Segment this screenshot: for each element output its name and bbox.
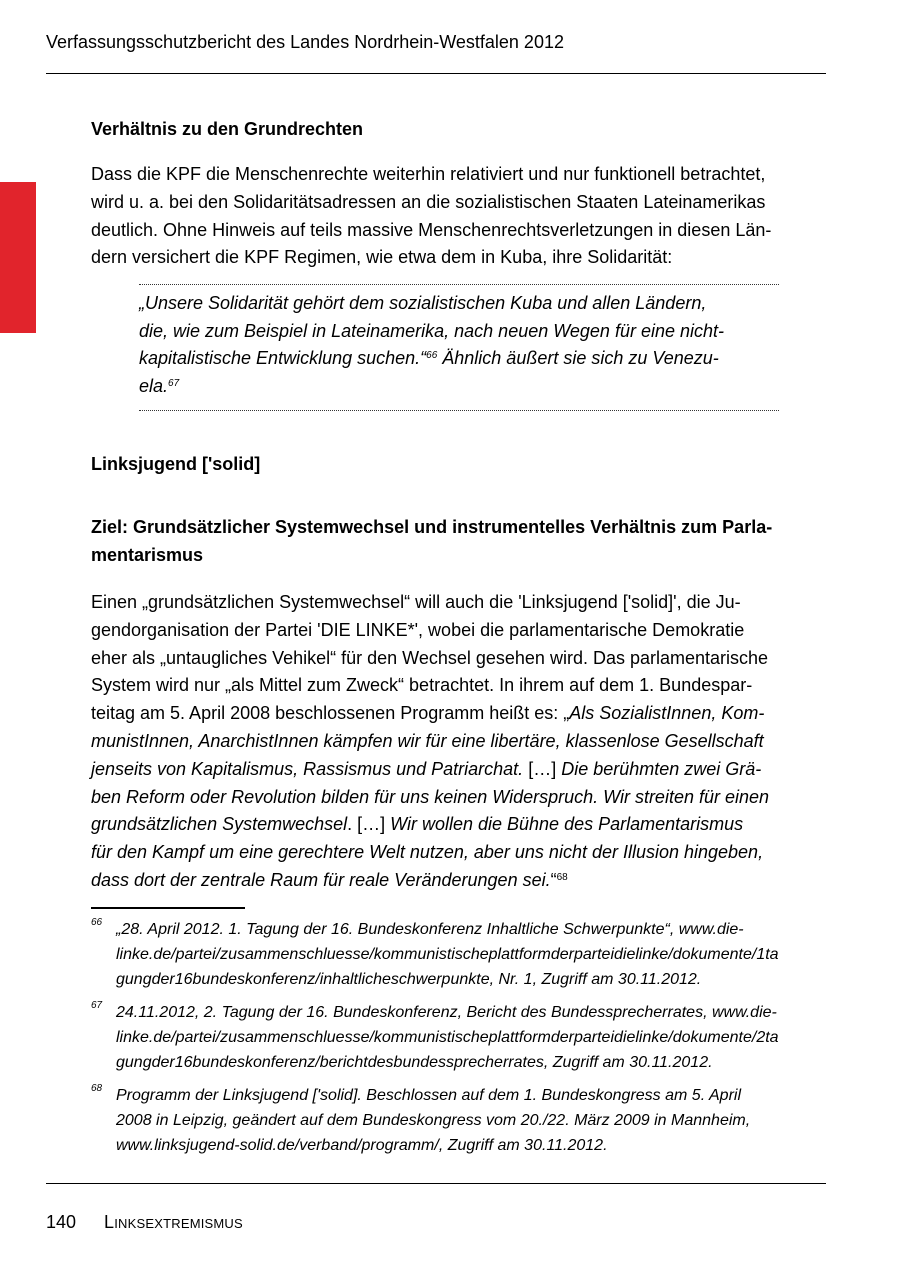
- footnote-line: Programm der Linksjugend ['solid]. Beschlossen auf dem 1. Bundeskongress am 5. April: [116, 1087, 741, 1104]
- quote-line: „Unsere Solidarität gehört dem sozialistischen Kuba und allen Ländern,: [139, 293, 707, 313]
- text-line: ben Reform oder Revolution bilden für uns keinen Widerspruch. Wir streiten für einen: [91, 786, 770, 807]
- footer-divider: [46, 1183, 826, 1184]
- footnote-line: linke.de/partei/zusammenschluesse/kommunistischeplattformderparteidielinke/dokumente/1ta: [116, 946, 779, 963]
- footnote-66: [91, 917, 831, 992]
- footnote-line: „28. April 2012. 1. Tagung der 16. Bundeskonferenz Inhaltliche Schwerpunkte“, www.die-: [116, 921, 744, 938]
- subheading-systemwechsel: Ziel: Grundsätzlicher Systemwechsel und instrumentelles Verhältnis zum Parla- mentarismus: [91, 517, 773, 565]
- footnote-ref-68[interactable]: 68: [556, 871, 568, 883]
- paragraph-linksjugend: [91, 589, 824, 895]
- section-color-tab: [0, 182, 36, 333]
- running-header-title: Verfassungsschutzbericht des Landes Nordrhein-Westfalen 2012: [46, 32, 564, 52]
- footnote-line: www.linksjugend-solid.de/verband/programm/, Zugriff am 30.11.2012.: [116, 1137, 608, 1154]
- paragraph-kpf: [91, 161, 824, 272]
- footnote-number: 68: [91, 1083, 103, 1094]
- page-number: 140: [46, 1212, 77, 1232]
- footnote-line: 2008 in Leipzig, geändert auf dem Bundeskongress vom 20./22. März 2009 in Mannheim,: [116, 1112, 751, 1129]
- text-line: dass dort der zentrale Raum für reale Veränderungen sei.“$^{68}$: [91, 869, 568, 890]
- section-heading-linksjugend: Linksjugend ['solid]: [91, 454, 261, 474]
- footnote-number: 66: [91, 917, 103, 928]
- quote-line: kapitalistische Entwicklung suchen.“$^{66}$ Ähnlich äußert sie sich zu Venezu-: [139, 348, 719, 368]
- footnote-separator: [91, 907, 245, 909]
- section-heading-grundrechte: Verhältnis zu den Grundrechten: [91, 119, 364, 139]
- quote-line: ela.$^{67}$: [139, 375, 180, 396]
- header-divider: [46, 73, 826, 74]
- text-line: Einen „grundsätzlichen Systemwechsel“ will auch die 'Linksjugend ['solid]', die Ju-: [91, 592, 741, 612]
- footnote-line: linke.de/partei/zusammenschluesse/kommunistischeplattformderparteidielinke/dokumente/2ta: [116, 1029, 779, 1046]
- footnote-ref-67[interactable]: 67: [168, 377, 180, 389]
- footer-section-title: Linksextremismus: [104, 1212, 243, 1232]
- footnote-line: gungder16bundeskonferenz/inhaltlicheschwerpunkte, Nr. 1, Zugriff am 30.11.2012.: [116, 971, 702, 988]
- text-line: gendorganisation der Partei 'DIE LINKE*', wobei die parlamentarische Demokratie: [91, 619, 745, 640]
- text-line: Dass die KPF die Menschenrechte weiterhin relativiert und nur funktionell betrachtet,: [91, 164, 766, 184]
- text-line: teitag am 5. April 2008 beschlossenen Programm heißt es: „Als SozialistInnen, Kom-: [91, 703, 765, 724]
- text-line: für den Kampf um eine gerechtere Welt nutzen, aber uns nicht der Illusion hingeben,: [91, 842, 764, 863]
- text-line: System wird nur „als Mittel zum Zweck“ betrachtet. In ihrem auf dem 1. Bundespar-: [91, 675, 753, 696]
- block-quote: [139, 290, 779, 400]
- footnote-68: [91, 1083, 831, 1158]
- text-line: munistInnen, AnarchistInnen kämpfen wir für eine libertäre, klassenlose Gesellschaft: [91, 730, 764, 751]
- text-line: wird u. a. bei den Solidaritätsadressen an die sozialistischen Staaten Lateinamerikas: [91, 191, 766, 212]
- footnote-line: gungder16bundeskonferenz/berichtdesbundessprecherrates, Zugriff am 30.11.2012.: [116, 1054, 713, 1071]
- quote-line: die, wie zum Beispiel in Lateinamerika, nach neuen Wegen für eine nicht-: [139, 320, 724, 341]
- text-line: eher als „untaugliches Vehikel“ für den Wechsel gesehen wird. Das parlamentarische: [91, 647, 769, 668]
- text-line: dern versichert die KPF Regimen, wie etwa dem in Kuba, ihre Solidarität:: [91, 247, 673, 268]
- text-line: jenseits von Kapitalismus, Rassismus und Patriarchat. […] Die berühmten zwei Grä-: [91, 758, 762, 779]
- footnote-line: 24.11.2012, 2. Tagung der 16. Bundeskonferenz, Bericht des Bundessprecherrates, www.die-: [116, 1004, 777, 1021]
- footnote-number: 67: [91, 1000, 103, 1011]
- text-line: grundsätzlichen Systemwechsel. […] Wir wollen die Bühne des Parlamentarismus: [91, 814, 744, 835]
- footnote-67: [91, 1000, 831, 1075]
- footnote-ref-66[interactable]: 66: [426, 350, 438, 361]
- text-line: deutlich. Ohne Hinweis auf teils massive Menschenrechtsverletzungen in diesen Län-: [91, 219, 772, 240]
